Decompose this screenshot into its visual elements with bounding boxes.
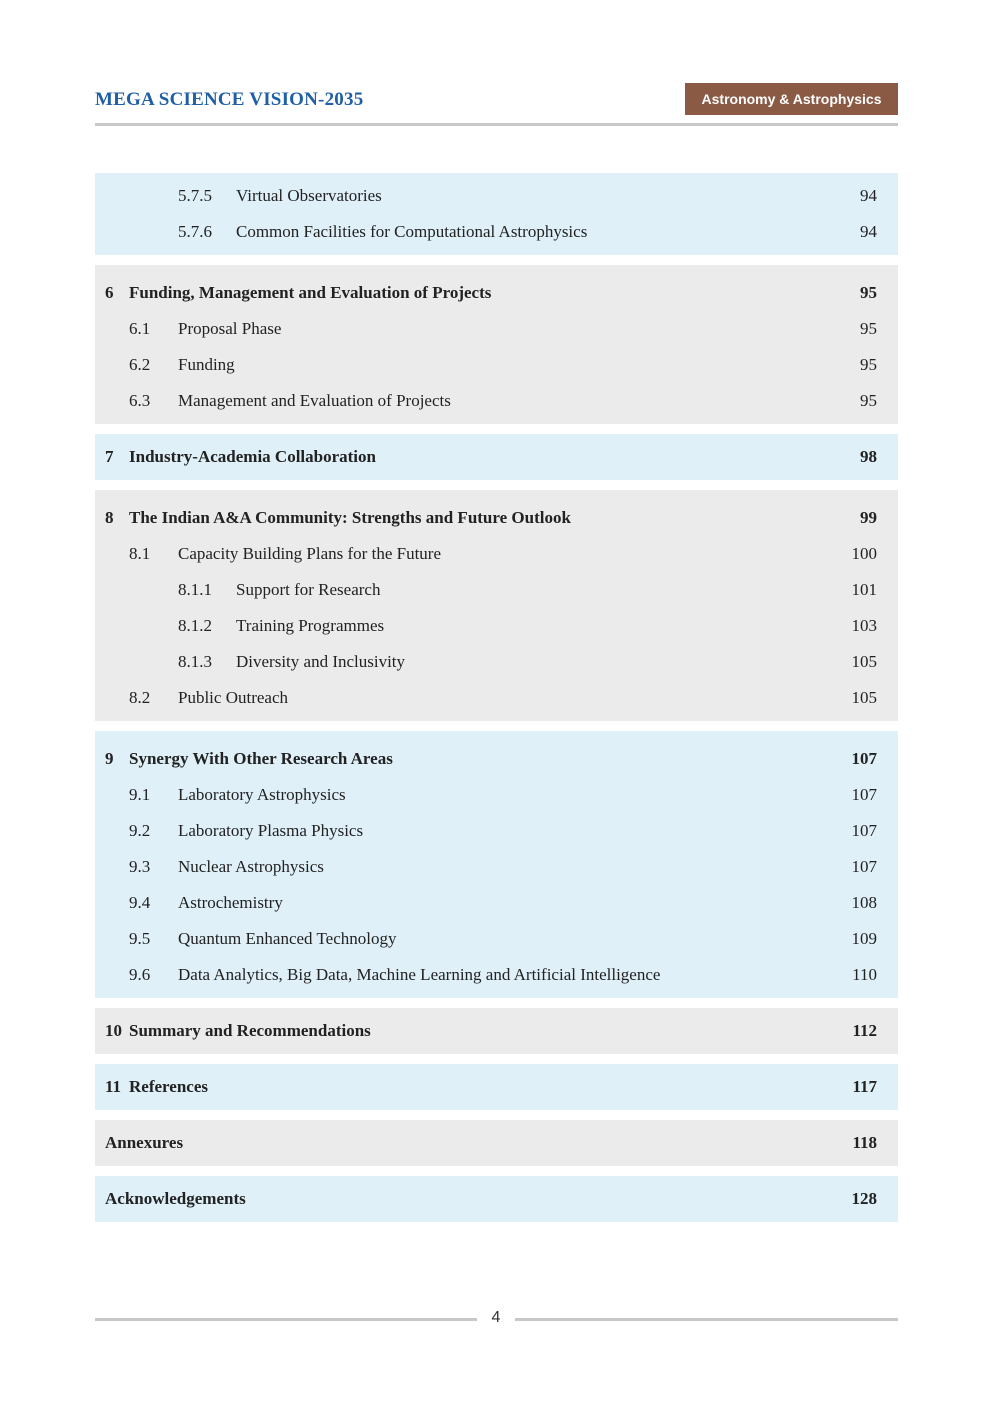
header-divider xyxy=(95,123,898,126)
toc-entry-title: Annexures xyxy=(105,1133,184,1152)
toc-entry-title: Synergy With Other Research Areas xyxy=(129,749,393,768)
toc-entry-page: 98 xyxy=(860,447,877,466)
footer-divider-left xyxy=(95,1318,477,1321)
toc-entry-page: 94 xyxy=(860,186,877,205)
toc-entry-number: 9.1 xyxy=(129,785,151,804)
toc-entry-title: References xyxy=(129,1077,208,1096)
toc-entry-title: Quantum Enhanced Technology xyxy=(178,929,397,948)
toc-section-block xyxy=(95,1176,898,1222)
toc-entry-page: 103 xyxy=(851,616,877,635)
toc-entry-page: 128 xyxy=(851,1189,877,1208)
toc-chapter-entry[interactable] xyxy=(95,1176,898,1222)
toc-entry-number: 9.2 xyxy=(129,821,151,840)
toc-entry-page: 105 xyxy=(851,652,877,671)
toc-section-entry[interactable] xyxy=(95,849,898,885)
toc-entry-page: 108 xyxy=(851,893,877,912)
toc-chapter-entry[interactable] xyxy=(95,500,898,536)
page-number: 4 xyxy=(491,1309,501,1326)
toc-entry-title: Data Analytics, Big Data, Machine Learning and Artificial Intelligence xyxy=(178,965,661,984)
toc-section-entry[interactable] xyxy=(95,572,898,608)
toc-entry-page: 95 xyxy=(860,391,877,410)
toc-section-entry[interactable] xyxy=(95,921,898,957)
toc-section-block xyxy=(95,173,898,255)
toc-entry-number: 7 xyxy=(105,447,114,466)
toc-entry-number: 5.7.6 xyxy=(178,222,212,241)
toc-section-block xyxy=(95,1008,898,1054)
toc-entry-page: 107 xyxy=(851,857,877,876)
toc-entry-title: Support for Research xyxy=(236,580,381,599)
toc-entry-number: 9.3 xyxy=(129,857,151,876)
toc-entry-page: 107 xyxy=(851,749,877,768)
toc-section-block xyxy=(95,1120,898,1166)
toc-entry-title: The Indian A&A Community: Strengths and Future Outlook xyxy=(129,508,571,527)
toc-entry-title: Funding, Management and Evaluation of Projects xyxy=(129,283,492,302)
toc-entry-number: 9 xyxy=(105,749,114,768)
toc-entry-title: Laboratory Plasma Physics xyxy=(178,821,364,840)
toc-entry-number: 8.1.1 xyxy=(178,580,212,599)
toc-entry-title: Industry-Academia Collaboration xyxy=(129,447,376,466)
toc-entry-title: Nuclear Astrophysics xyxy=(178,857,324,876)
toc-section-entry[interactable] xyxy=(95,644,898,680)
toc-entry-number: 9.6 xyxy=(129,965,151,984)
toc-entry-page: 109 xyxy=(851,929,877,948)
toc-entry-page: 105 xyxy=(851,688,877,707)
toc-section-entry[interactable] xyxy=(95,813,898,849)
toc-entry-number: 6.1 xyxy=(129,319,151,338)
toc-section-entry[interactable] xyxy=(95,214,898,250)
section-badge: Astronomy & Astrophysics xyxy=(685,83,898,115)
toc-section-block xyxy=(95,434,898,480)
toc-entry-number: 5.7.5 xyxy=(178,186,212,205)
toc-entry-number: 6.3 xyxy=(129,391,151,410)
toc-section-block xyxy=(95,731,898,998)
toc-entry-page: 99 xyxy=(860,508,877,527)
toc-section-block xyxy=(95,1064,898,1110)
toc-entry-title: Diversity and Inclusivity xyxy=(236,652,406,671)
toc-section-entry[interactable] xyxy=(95,311,898,347)
toc-entry-page: 94 xyxy=(860,222,877,241)
toc-section-entry[interactable] xyxy=(95,383,898,419)
toc-chapter-entry[interactable] xyxy=(95,741,898,777)
toc-entry-page: 95 xyxy=(860,319,877,338)
toc-section-entry[interactable] xyxy=(95,536,898,572)
toc-chapter-entry[interactable] xyxy=(95,1008,898,1054)
toc-entry-number: 11 xyxy=(105,1077,122,1096)
toc-entry-title: Management and Evaluation of Projects xyxy=(178,391,451,410)
toc-chapter-entry[interactable] xyxy=(95,434,898,480)
toc-entry-title: Capacity Building Plans for the Future xyxy=(178,544,441,563)
toc-chapter-entry[interactable] xyxy=(95,1064,898,1110)
toc-entry-number: 9.4 xyxy=(129,893,151,912)
toc-entry-number: 9.5 xyxy=(129,929,151,948)
toc-entry-page: 95 xyxy=(860,283,877,302)
toc-entry-number: 8.1 xyxy=(129,544,151,563)
toc-section-block xyxy=(95,265,898,424)
toc-entry-title: Training Programmes xyxy=(236,616,385,635)
toc-entry-number: 8.2 xyxy=(129,688,151,707)
toc-entry-number: 10 xyxy=(105,1021,122,1040)
toc-entry-page: 110 xyxy=(852,965,877,984)
footer-divider-right xyxy=(515,1318,898,1321)
toc-entry-page: 118 xyxy=(852,1133,877,1152)
toc-chapter-entry[interactable] xyxy=(95,275,898,311)
toc-entry-page: 100 xyxy=(851,544,877,563)
toc-section-entry[interactable] xyxy=(95,680,898,716)
toc-entry-page: 101 xyxy=(851,580,877,599)
toc-entry-title: Funding xyxy=(178,355,235,374)
toc-entry-page: 112 xyxy=(852,1021,877,1040)
toc-entry-page: 107 xyxy=(851,785,877,804)
toc-entry-title: Summary and Recommendations xyxy=(129,1021,371,1040)
toc-entry-title: Laboratory Astrophysics xyxy=(178,785,346,804)
toc-entry-page: 107 xyxy=(851,821,877,840)
toc-entry-title: Public Outreach xyxy=(178,688,288,707)
toc-entry-number: 8 xyxy=(105,508,114,527)
table-of-contents xyxy=(95,173,898,1232)
toc-section-entry[interactable] xyxy=(95,777,898,813)
toc-section-entry[interactable] xyxy=(95,957,898,993)
toc-chapter-entry[interactable] xyxy=(95,1120,898,1166)
toc-entry-number: 8.1.3 xyxy=(178,652,212,671)
toc-entry-title: Acknowledgements xyxy=(105,1189,246,1208)
toc-section-entry[interactable] xyxy=(95,608,898,644)
toc-entry-number: 6.2 xyxy=(129,355,151,374)
toc-section-block xyxy=(95,490,898,721)
toc-entry-page: 117 xyxy=(852,1077,877,1096)
toc-entry-title: Virtual Observatories xyxy=(236,186,382,205)
toc-section-entry[interactable] xyxy=(95,885,898,921)
toc-entry-number: 6 xyxy=(105,283,114,302)
toc-entry-number: 8.1.2 xyxy=(178,616,212,635)
running-header-title: MEGA SCIENCE VISION-2035 xyxy=(95,89,364,110)
toc-entry-title: Proposal Phase xyxy=(178,319,282,338)
toc-entry-page: 95 xyxy=(860,355,877,374)
toc-section-entry[interactable] xyxy=(95,347,898,383)
toc-section-entry[interactable] xyxy=(95,178,898,214)
toc-entry-title: Common Facilities for Computational Astrophysics xyxy=(236,222,588,241)
toc-entry-title: Astrochemistry xyxy=(178,893,283,912)
